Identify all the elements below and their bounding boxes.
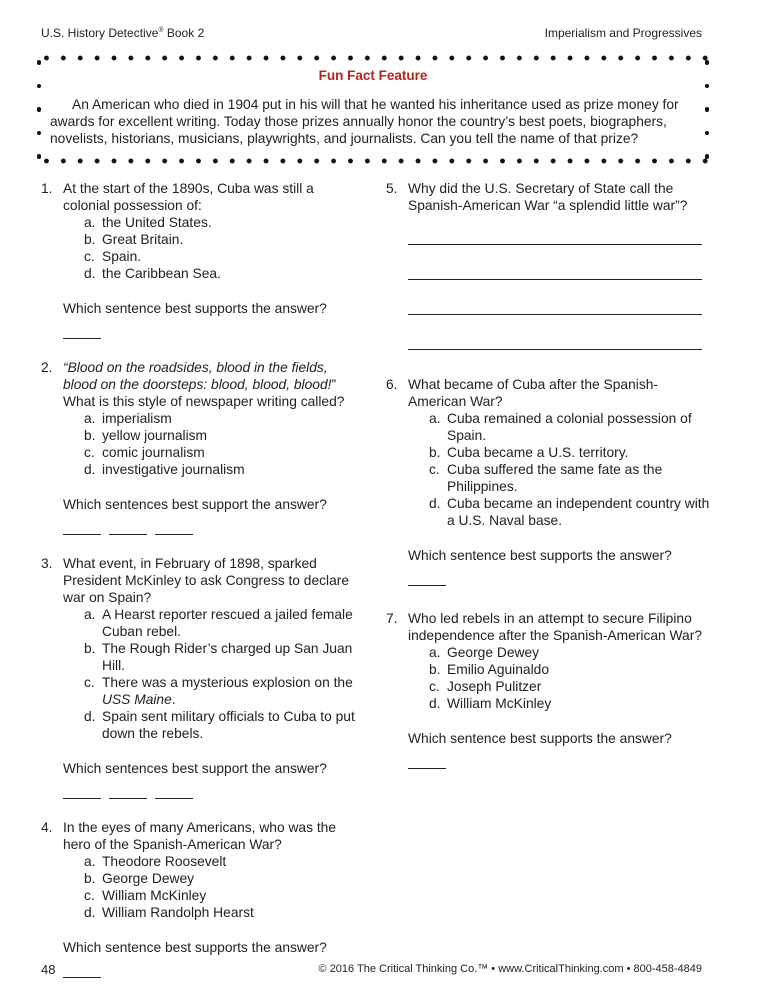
quote-text: “Blood on the roadsides, blood in the fields, blood on the doorsteps: blood, blood, blood! — [63, 360, 332, 392]
question-number: 4. — [41, 820, 53, 835]
option-a[interactable] — [84, 410, 361, 427]
question-number: 1. — [41, 181, 53, 196]
option-letter: d. — [429, 496, 441, 511]
question-text: What is this style of newspaper writing called? — [63, 394, 345, 409]
question-3 — [41, 555, 361, 799]
option-a[interactable] — [429, 644, 716, 661]
option-text: comic journalism — [102, 445, 205, 460]
answer-blanks — [63, 960, 361, 978]
option-text: imperialism — [102, 411, 172, 426]
answer-line[interactable] — [408, 315, 702, 350]
question-5 — [386, 180, 716, 350]
option-text: A Hearst reporter rescued a jailed female Cuban rebel. — [102, 607, 353, 639]
option-a[interactable] — [84, 214, 361, 231]
answer-blanks — [408, 751, 716, 769]
option-text-end: . — [171, 692, 176, 707]
option-text: There was a mysterious explosion on the — [102, 675, 353, 690]
option-b[interactable] — [84, 231, 361, 248]
answer-blank[interactable] — [155, 784, 193, 799]
option-letter: c. — [84, 888, 95, 903]
book-number: Book 2 — [163, 26, 205, 40]
question-text: In the eyes of many Americans, who was the hero of the Spanish-American War? — [63, 820, 337, 852]
option-a[interactable] — [429, 410, 716, 444]
question-number: 5. — [386, 181, 398, 196]
option-c[interactable] — [84, 887, 361, 904]
option-d[interactable] — [84, 904, 361, 921]
option-d[interactable] — [429, 495, 716, 529]
answer-blank[interactable] — [63, 324, 101, 339]
left-column — [41, 180, 361, 998]
option-letter: d. — [84, 709, 96, 724]
fun-fact-box — [30, 51, 716, 168]
option-letter: a. — [429, 645, 441, 660]
option-letter: c. — [84, 249, 95, 264]
copyright-notice: © 2016 The Critical Thinking Co.™ • www.CriticalThinking.com • 800-458-4849 — [318, 963, 702, 975]
option-letter: a. — [429, 411, 441, 426]
option-text: Spain sent military officials to Cuba to put down the rebels. — [102, 709, 355, 741]
option-text: Cuba suffered the same fate as the Philippines. — [447, 462, 663, 494]
question-2 — [41, 359, 361, 535]
support-prompt: Which sentences best support the answer? — [63, 497, 327, 512]
question-6 — [386, 376, 716, 586]
question-text: What became of Cuba after the Spanish-American War? — [408, 377, 659, 409]
answer-blank[interactable] — [408, 754, 446, 769]
option-text: William McKinley — [102, 888, 207, 903]
answer-blanks — [63, 517, 361, 535]
question-7 — [386, 610, 716, 769]
answer-line[interactable] — [408, 245, 702, 280]
option-b[interactable] — [84, 427, 361, 444]
question-text: Why did the U.S. Secretary of State call the Spanish-American War “a splendid little war”? — [408, 181, 688, 213]
support-prompt: Which sentences best support the answer? — [63, 761, 327, 776]
question-number: 6. — [386, 377, 398, 392]
options — [84, 606, 361, 742]
option-text: Joseph Pulitzer — [447, 679, 542, 694]
option-c[interactable] — [84, 674, 361, 708]
answer-blanks — [63, 321, 361, 339]
option-text: The Rough Rider’s charged up San Juan Hill. — [102, 641, 353, 673]
question-number: 2. — [41, 360, 53, 375]
book-title — [41, 26, 204, 40]
option-letter: d. — [84, 266, 96, 281]
support-prompt: Which sentence best supports the answer? — [408, 548, 672, 563]
option-text: William McKinley — [447, 696, 552, 711]
options — [429, 644, 716, 712]
option-d[interactable] — [429, 695, 716, 712]
support-prompt: Which sentence best supports the answer? — [408, 731, 672, 746]
dotted-border-bottom — [38, 158, 708, 164]
option-text: the United States. — [102, 215, 212, 230]
option-c[interactable] — [429, 461, 716, 495]
option-text: yellow journalism — [102, 428, 208, 443]
book-title-text: U.S. History Detective — [41, 26, 159, 40]
answer-line[interactable] — [408, 280, 702, 315]
right-column — [386, 180, 716, 789]
option-text: the Caribbean Sea. — [102, 266, 221, 281]
answer-blank[interactable] — [155, 520, 193, 535]
quote-close: ” — [331, 377, 337, 392]
option-letter: a. — [84, 215, 96, 230]
option-text: George Dewey — [102, 871, 195, 886]
fun-fact-title: Fun Fact Feature — [318, 68, 428, 83]
option-letter: d. — [429, 696, 441, 711]
answer-blanks — [63, 781, 361, 799]
option-text: investigative journalism — [102, 462, 245, 477]
answer-blank[interactable] — [63, 520, 101, 535]
option-b[interactable] — [84, 870, 361, 887]
question-number: 3. — [41, 556, 53, 571]
question-text: At the start of the 1890s, Cuba was still a colonial possession of: — [63, 181, 314, 213]
options — [84, 214, 361, 282]
option-letter: a. — [84, 854, 96, 869]
option-letter: c. — [429, 462, 440, 477]
option-text: Spain. — [102, 249, 142, 264]
option-a[interactable] — [84, 853, 361, 870]
option-d[interactable] — [84, 461, 361, 478]
question-text: Who led rebels in an attempt to secure Filipino independence after the Spanish-American War? — [408, 611, 702, 643]
question-text: What event, in February of 1898, sparked President McKinley to ask Congress to declare war on Spain? — [63, 556, 350, 605]
option-text: William Randolph Hearst — [102, 905, 254, 920]
answer-blank[interactable] — [63, 784, 101, 799]
option-a[interactable] — [84, 606, 361, 640]
options — [84, 410, 361, 478]
registered-mark: ® — [158, 27, 164, 34]
question-quote — [63, 359, 361, 393]
chapter-title: Imperialism and Progressives — [544, 26, 702, 40]
option-letter: c. — [84, 675, 95, 690]
answer-blank[interactable] — [63, 963, 101, 978]
question-4 — [41, 819, 361, 978]
question-number: 7. — [386, 611, 398, 626]
option-d[interactable] — [84, 265, 361, 282]
option-letter: d. — [84, 905, 96, 920]
question-1 — [41, 180, 361, 339]
answer-blank[interactable] — [408, 571, 446, 586]
option-text: George Dewey — [447, 645, 540, 660]
options — [84, 853, 361, 921]
option-letter: b. — [429, 445, 441, 460]
option-b[interactable] — [429, 661, 716, 678]
option-text: Cuba became an independent country with a U.S. Naval base. — [447, 496, 710, 528]
option-letter: b. — [429, 662, 441, 677]
option-letter: a. — [84, 411, 96, 426]
option-letter: b. — [84, 871, 96, 886]
option-letter: b. — [84, 641, 96, 656]
ship-name: USS Maine — [102, 692, 172, 707]
option-text: Cuba remained a colonial possession of Spain. — [447, 411, 692, 443]
option-letter: a. — [84, 607, 96, 622]
option-letter: b. — [84, 232, 96, 247]
option-c[interactable] — [429, 678, 716, 695]
answer-blank[interactable] — [109, 520, 147, 535]
option-c[interactable] — [84, 444, 361, 461]
option-text: Cuba became a U.S. territory. — [447, 445, 629, 460]
option-letter: c. — [429, 679, 440, 694]
option-d[interactable] — [84, 708, 361, 742]
option-letter: c. — [84, 445, 95, 460]
answer-line[interactable] — [408, 214, 702, 245]
option-b[interactable] — [429, 444, 716, 461]
support-prompt: Which sentence best supports the answer? — [63, 940, 327, 955]
option-text: Theodore Roosevelt — [102, 854, 227, 869]
option-letter: b. — [84, 428, 96, 443]
answer-blank[interactable] — [109, 784, 147, 799]
page-number: 48 — [41, 962, 56, 977]
option-b[interactable] — [84, 640, 361, 674]
answer-blanks — [408, 568, 716, 586]
support-prompt: Which sentence best supports the answer? — [63, 301, 327, 316]
dotted-border-top — [38, 55, 708, 61]
option-text: Emilio Aguinaldo — [447, 662, 550, 677]
options — [429, 410, 716, 529]
option-c[interactable] — [84, 248, 361, 265]
option-letter: d. — [84, 462, 96, 477]
option-text: Great Britain. — [102, 232, 184, 247]
fun-fact-text: An American who died in 1904 put in his will that he wanted his inheritance used as prize money for awards for excellent writing. Today those prizes annually honor the country’s best poets, biographers, novelists, historians, musicians, playwrights, and journalists. Can you tell the name of that prize? — [50, 97, 679, 146]
